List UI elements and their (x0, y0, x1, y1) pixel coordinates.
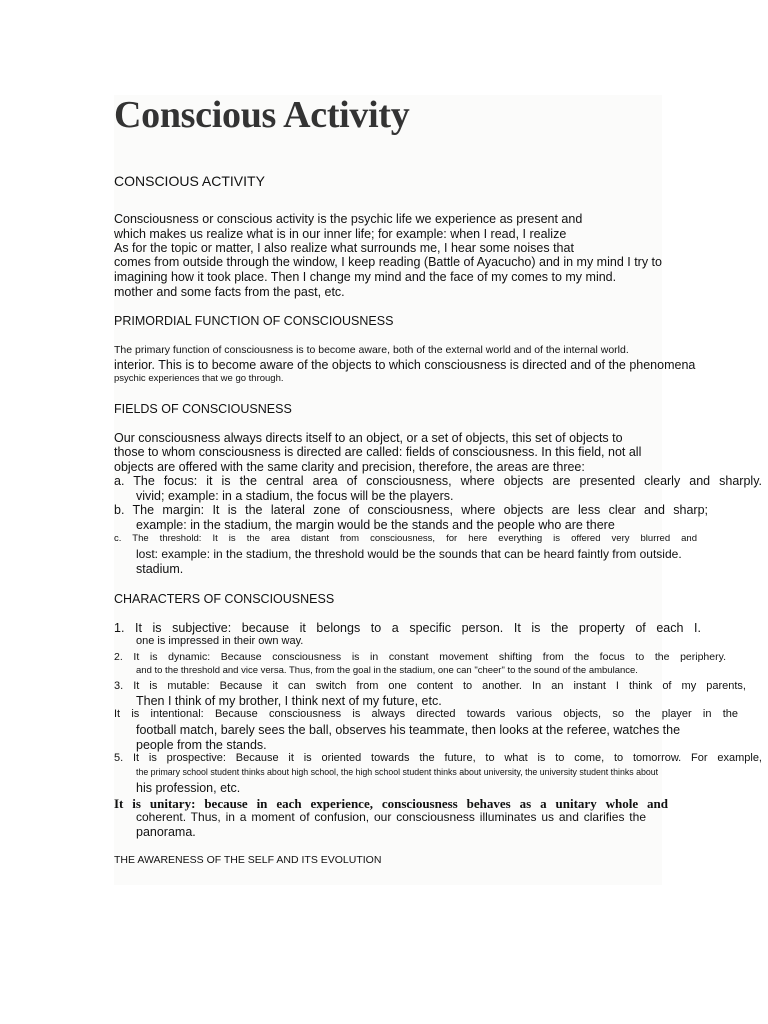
document-title: Conscious Activity (114, 94, 410, 136)
character-item-cont: and to the threshold and vice versa. Thus, from the goal in the stadium, one can "cheer" to the sound of the ambulance. (136, 665, 638, 676)
fields-intro-line: those to whom consciousness is directed are called: fields of consciousness. In this field, not all (114, 445, 642, 459)
field-item-margin: b. The margin: It is the lateral zone of consciousness, where objects are less clear and sharp; (114, 503, 708, 517)
character-item-cont: football match, barely sees the ball, observes his teammate, then looks at the referee, watches the (136, 723, 681, 737)
character-item-cont: panorama. (136, 825, 196, 839)
character-item-cont: one is impressed in their own way. (136, 635, 304, 647)
character-item-cont: people from the stands. (136, 738, 267, 752)
primordial-line: psychic experiences that we go through. (114, 373, 284, 384)
heading-primordial-function: PRIMORDIAL FUNCTION OF CONSCIOUSNESS (114, 314, 394, 328)
fields-intro-line: objects are offered with the same clarity and precision, therefore, the areas are three: (114, 460, 585, 474)
character-item-cont: Then I think of my brother, I think next of my future, etc. (136, 694, 442, 708)
heading-conscious-activity: CONSCIOUS ACTIVITY (114, 173, 265, 189)
heading-characters: CHARACTERS OF CONSCIOUSNESS (114, 592, 335, 606)
character-item-subjective: 1. It is subjective: because it belongs to a specific person. It is the property of each I. (114, 621, 701, 635)
primordial-line: The primary function of consciousness is to become aware, both of the external world and of the internal world. (114, 344, 629, 356)
intro-line: Consciousness or conscious activity is the psychic life we experience as present and (114, 212, 583, 226)
field-item-threshold-cont: stadium. (136, 562, 184, 576)
intro-line: comes from outside through the window, I keep reading (Battle of Ayacucho) and in my mind I try to (114, 255, 662, 269)
field-item-focus-cont: vivid; example: in a stadium, the focus will be the players. (136, 489, 454, 503)
heading-self-awareness: THE AWARENESS OF THE SELF AND ITS EVOLUTION (114, 854, 382, 866)
primordial-line: interior. This is to become aware of the objects to which consciousness is directed and of the phenomena (114, 358, 696, 372)
character-item-unitary: It is unitary: because in each experience, consciousness behaves as a unitary whole and (114, 796, 668, 811)
intro-line: imagining how it took place. Then I change my mind and the face of my comes to my mind. (114, 270, 617, 284)
character-item-cont: the primary school student thinks about high school, the high school student thinks about university, the university student thinks about (136, 767, 659, 777)
character-item-intentional: It is intentional: Because consciousness is always directed towards various objects, so the player in the (114, 708, 738, 720)
field-item-threshold-cont: lost: example: in the stadium, the threshold would be the sounds that can be heard faintly from outside. (136, 547, 682, 561)
intro-line: mother and some facts from the past, etc. (114, 285, 345, 299)
heading-fields: FIELDS OF CONSCIOUSNESS (114, 402, 292, 416)
field-item-margin-cont: example: in the stadium, the margin would be the stands and the people who are there (136, 518, 615, 532)
character-item-mutable: 3. It is mutable: Because it can switch from one content to another. In an instant I think of my parents, (114, 680, 746, 692)
field-item-focus: a. The focus: it is the central area of consciousness, where objects are presented clearly and sharply. (114, 474, 762, 488)
field-item-threshold: c. The threshold: It is the area distant from consciousness, for here everything is offered very blurred and (114, 533, 697, 544)
character-item-prospective: 5. It is prospective: Because it is oriented towards the future, to what is to come, to tomorrow. For example, (114, 752, 762, 764)
fields-intro-line: Our consciousness always directs itself to an object, or a set of objects, this set of objects to (114, 431, 623, 445)
character-item-cont: his profession, etc. (136, 781, 241, 795)
character-item-dynamic: 2. It is dynamic: Because consciousness is in constant movement shifting from the focus to the periphery. (114, 651, 726, 663)
intro-line: which makes us realize what is in our inner life; for example: when I read, I realize (114, 227, 567, 241)
character-item-cont: coherent. Thus, in a moment of confusion, our consciousness illuminates us and clarifies the (136, 810, 646, 824)
intro-line: As for the topic or matter, I also realize what surrounds me, I hear some noises that (114, 241, 574, 255)
